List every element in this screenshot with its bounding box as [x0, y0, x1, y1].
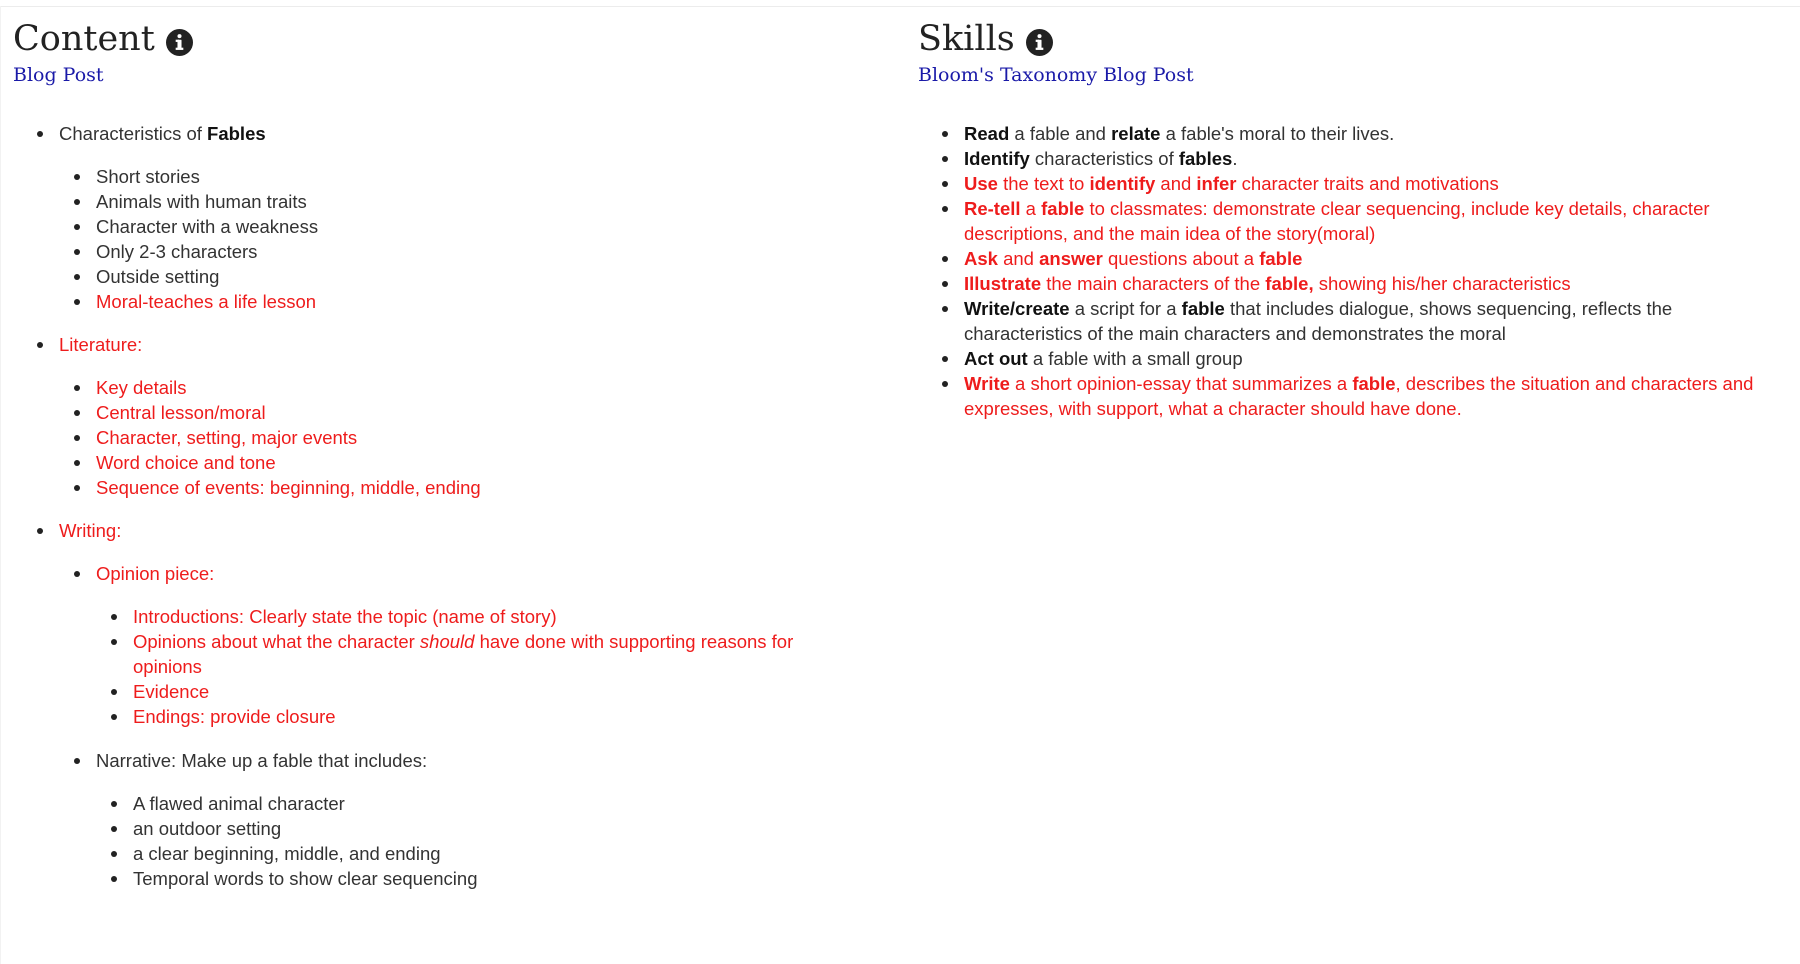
list-item	[964, 121, 1764, 146]
bold-verb: Re-tell	[964, 198, 1021, 219]
text-segment: characteristics of	[1029, 148, 1179, 169]
skills-heading: Skills	[918, 19, 1015, 59]
bold-verb: infer	[1196, 173, 1237, 194]
list-item-characteristics	[59, 121, 883, 314]
list-item: Introductions: Clearly state the topic (name of story)	[133, 604, 883, 629]
bold-verb: identify	[1089, 173, 1156, 194]
text-segment: questions about a	[1102, 248, 1260, 269]
list-item: Evidence	[133, 679, 883, 704]
list-item	[964, 346, 1764, 371]
skills-heading-row	[918, 16, 1758, 62]
bold-word: fable	[1181, 298, 1225, 319]
bold-verb: Use	[964, 173, 998, 194]
list-item: A flawed animal character	[133, 791, 883, 816]
list-item: Key details	[96, 375, 883, 400]
text-segment: have done with supporting reasons for opinions	[133, 631, 794, 677]
list-item: Moral-teaches a life lesson	[96, 289, 883, 314]
text-segment: character traits and motivations	[1236, 173, 1499, 194]
bold-word: fable	[1259, 248, 1303, 269]
bold-verb: Read	[964, 123, 1010, 144]
list-item	[133, 629, 843, 679]
list-item: a clear beginning, middle, and ending	[133, 841, 883, 866]
content-list	[13, 121, 883, 891]
text-segment: .	[1232, 148, 1238, 169]
writing-sublist	[59, 561, 883, 891]
skills-list	[918, 121, 1764, 421]
list-item	[964, 146, 1764, 171]
skills-section	[918, 16, 1758, 421]
list-item: Character, setting, major events	[96, 425, 883, 450]
info-circle-icon[interactable]	[166, 29, 193, 56]
text-segment: to classmates: demonstrate clear sequencing, include key details, character descriptions, and the main idea of the story(moral)	[964, 198, 1710, 244]
text-segment: a short opinion-essay that summarizes a	[1009, 373, 1353, 394]
list-item-label: Opinion piece:	[96, 563, 215, 584]
list-item-label: Characteristics of	[59, 123, 208, 144]
list-item	[964, 171, 1764, 196]
bold-verb: answer	[1039, 248, 1103, 269]
bold-verb: Identify	[964, 148, 1030, 169]
list-item-label: Writing:	[59, 520, 122, 541]
text-segment: the text to	[997, 173, 1090, 194]
text-segment: and	[997, 248, 1040, 269]
text-segment: a fable and	[1009, 123, 1112, 144]
list-item-opinion-piece	[96, 561, 883, 729]
list-item: Animals with human traits	[96, 189, 883, 214]
bold-word: fable	[1352, 373, 1396, 394]
text-segment: a script for a	[1069, 298, 1182, 319]
text-segment: the main characters of the	[1041, 273, 1266, 294]
list-item: Temporal words to show clear sequencing	[133, 866, 883, 891]
list-item-label: Narrative: Make up a fable that includes:	[96, 750, 428, 771]
opinion-sublist	[96, 604, 883, 729]
list-item-bold: Fables	[207, 123, 266, 144]
list-item: an outdoor setting	[133, 816, 883, 841]
list-item: Central lesson/moral	[96, 400, 883, 425]
content-heading: Content	[13, 19, 155, 59]
top-divider	[0, 6, 1800, 7]
bold-word: fables	[1178, 148, 1233, 169]
text-segment: Opinions about what the character	[133, 631, 420, 652]
bold-verb: Write/create	[964, 298, 1070, 319]
text-segment: a	[1020, 198, 1042, 219]
text-segment: a fable's moral to their lives.	[1160, 123, 1395, 144]
narrative-sublist	[96, 791, 883, 891]
list-item	[964, 271, 1764, 296]
content-blog-post-link[interactable]: Blog Post	[13, 64, 104, 86]
list-item	[964, 371, 1764, 421]
list-item: Short stories	[96, 164, 883, 189]
list-item	[964, 246, 1764, 271]
list-item: Only 2-3 characters	[96, 239, 883, 264]
list-item: Sequence of events: beginning, middle, ending	[96, 475, 883, 500]
bold-verb: Ask	[964, 248, 998, 269]
text-segment: showing his/her characteristics	[1313, 273, 1571, 294]
list-item-writing	[59, 518, 883, 891]
text-segment: that includes dialogue, shows sequencing, reflects the characteristics of the main characters and demonstrates the moral	[964, 298, 1673, 344]
bold-verb: Write	[964, 373, 1010, 394]
content-heading-row	[13, 16, 883, 62]
content-section	[13, 16, 883, 909]
literature-sublist	[59, 375, 883, 500]
list-item: Character with a weakness	[96, 214, 883, 239]
text-segment: , describes the situation and characters and expresses, with support, what a character should have done.	[964, 373, 1754, 419]
list-item: Outside setting	[96, 264, 883, 289]
characteristics-sublist	[59, 164, 883, 314]
bold-word: fable,	[1265, 273, 1314, 294]
emphasis-text: should	[419, 631, 475, 652]
text-segment: and	[1155, 173, 1197, 194]
bold-verb: relate	[1111, 123, 1161, 144]
bold-verb: Illustrate	[964, 273, 1042, 294]
bold-word: fable	[1041, 198, 1085, 219]
info-circle-icon[interactable]	[1026, 29, 1053, 56]
left-divider	[0, 6, 1, 964]
list-item-literature	[59, 332, 883, 500]
list-item	[964, 296, 1764, 346]
bold-verb: Act out	[964, 348, 1028, 369]
list-item-label: Literature:	[59, 334, 143, 355]
list-item	[964, 196, 1764, 246]
list-item: Word choice and tone	[96, 450, 883, 475]
list-item-narrative	[96, 748, 883, 891]
text-segment: a fable with a small group	[1027, 348, 1243, 369]
list-item: Endings: provide closure	[133, 704, 883, 729]
blooms-taxonomy-link[interactable]: Bloom's Taxonomy Blog Post	[918, 64, 1194, 86]
